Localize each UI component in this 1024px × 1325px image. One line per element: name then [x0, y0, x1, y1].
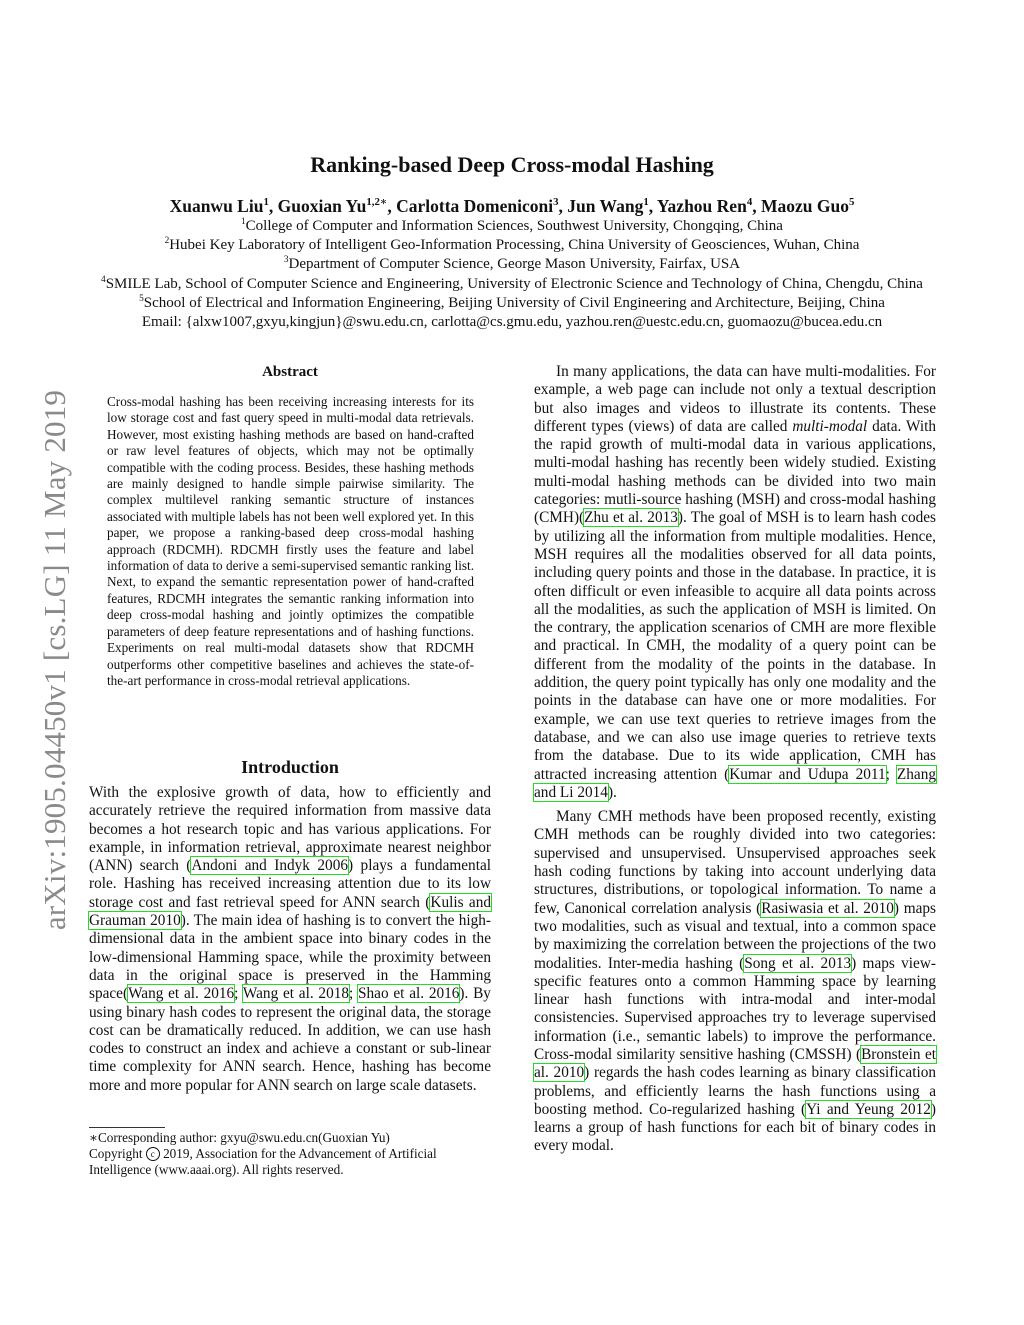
- citation-link[interactable]: Song et al. 2013: [744, 954, 852, 972]
- citation-link[interactable]: Kumar and Udupa 2011: [729, 765, 886, 783]
- citation-link[interactable]: Rasiwasia et al. 2010: [761, 899, 894, 917]
- introduction-heading: Introduction: [241, 757, 339, 777]
- citation-link[interactable]: Wang et al. 2018: [242, 985, 350, 1003]
- citation-link[interactable]: Kulis and Grauman 2010: [89, 893, 491, 930]
- corresponding-author-note: ∗Corresponding author: gxyu@swu.edu.cn(Guoxian Yu): [89, 1130, 390, 1145]
- paper-title: Ranking-based Deep Cross-modal Hashing: [310, 152, 714, 177]
- citation-link[interactable]: Shao et al. 2016: [358, 985, 460, 1003]
- citation-link[interactable]: Yi and Yeung 2012: [806, 1100, 931, 1118]
- arxiv-identifier-stamp: arXiv:1905.04450v1 [cs.LG] 11 May 2019: [37, 389, 72, 931]
- citation-link[interactable]: Wang et al. 2016: [128, 985, 235, 1003]
- author-affil-mark: 3: [553, 196, 559, 209]
- author-name: Jun Wang: [567, 196, 644, 216]
- author-affil-mark: 5: [848, 196, 855, 209]
- body-paragraph: In many applications, the data can have multi-modalities. For example, a web page can include not only a textual description but also images and videos to illustrate its contents. These different types (views) of data are called multi-modal data. With the rapid growth of multi-modal data in various applications, multi-modal hashing has recently been widely studied. Existing multi-modal hashing methods can be divided into two main categories: mutli-source hashing (MSH) and cross-modal hashing (CMH)(Zhu et al. 2013). The goal of MSH is to learn hash codes by utilizing all the information from multiple modalities. Hence, MSH requires all the modalities observed for all data points, including query points and those in the database. In practice, it is often difficult or even infeasible to acquire all data points across all the modalities, as such the application of MSH is limited. On the contrary, the application scenarios of CMH are more flexible and practical. In CMH, the modality of a query point can be different from the modality of the points in the database. In addition, the query point typically has only one modality and the points in the database can have one or more modalities. For example, we can use text queries to retrieve images from the database, and we can also use image queries to retrieve texts from the database. Due to its wide application, CMH has attracted increasing attention (Kumar and Udupa 2011; Zhang and Li 2014).: [534, 363, 936, 801]
- right-column-text: [534, 363, 936, 1162]
- author-name: Maozu Guo: [760, 196, 849, 216]
- author-affil-mark: 1: [263, 196, 269, 209]
- affiliation-line: $^1$College of Computer and Information Sciences, Southwest University, Chongqing, China: [241, 217, 783, 234]
- copyright-icon: c: [146, 1147, 160, 1161]
- author-name: Guoxian Yu: [277, 196, 367, 216]
- author-affil-mark: 1,2∗: [366, 196, 388, 209]
- citation-link[interactable]: Bronstein et al. 2010: [534, 1045, 936, 1082]
- copyright-notice: Copyright c 2019, Association for the Advancement of Artificial Intelligence (www.aaai.org). All rights reserved.: [89, 1145, 437, 1177]
- author-affil-mark: 1: [643, 196, 649, 209]
- affiliation-list: [0, 217, 1024, 332]
- author-name: Xuanwu Liu: [169, 196, 264, 216]
- citation-link[interactable]: Andoni and Indyk 2006: [191, 857, 349, 875]
- abstract-text: Cross-modal hashing has been receiving increasing interests for its low storage cost and fast query speed in multi-modal data retrievals. However, most existing hashing methods are based on hand-crafted or raw level features of objects, which may not be optimally compatible with the coding process. Besides, these hashing methods are mainly designed to handle simple pairwise similarity. The complex multilevel ranking semantic structure of instances associated with multiple labels has not been well explored yet. In this paper, we propose a ranking-based deep cross-modal hashing approach (RDCMH). RDCMH firstly uses the feature and label information of data to derive a semi-supervised semantic ranking list. Next, to expand the semantic representation power of hand-crafted features, RDCMH integrates the semantic ranking information into deep cross-modal hashing and jointly optimizes the compatible parameters of deep feature representations and of hashing functions. Experiments on real multi-modal datasets show that RDCMH outperforms other competitive baselines and achieves the state-of-the-art performance in cross-modal retrieval applications.: [107, 394, 474, 688]
- footnote-divider: [89, 1127, 165, 1128]
- author-list: Xuanwu Liu$^1$, Guoxian $Yu^{1,2∗}$, Carlotta Domeniconi$^3$, Jun Wang$^1$, Yazhou Ren$^4$, Maozu Guo$^5$: [169, 196, 855, 216]
- affiliation-line: $^5$School of Electrical and Information Engineering, Beijing University of Civil Engineering and Architecture, Beijing, China: [139, 293, 885, 311]
- citation-link[interactable]: Zhu et al. 2013: [584, 509, 678, 527]
- author-name: Yazhou Ren: [656, 196, 747, 216]
- footnote: [89, 1130, 491, 1177]
- citation-link[interactable]: Zhang and Li 2014: [534, 765, 936, 801]
- author-name: Carlotta Domeniconi: [396, 196, 554, 216]
- author-emails: Email: {alxw1007,gxyu,kingjun}@swu.edu.cn, carlotta@cs.gmu.edu, yazhou.ren@uestc.edu.cn, guomaozu@bucea.edu.cn: [141, 314, 883, 331]
- affiliation-line: $^3$Department of Computer Science, George Mason University, Fairfax, USA: [283, 255, 741, 273]
- abstract-heading: Abstract: [262, 364, 318, 380]
- affiliation-line: $^4$SMILE Lab, School of Computer Science and Engineering, University of Electronic Science and Technology of China, Chengdu, China: [101, 274, 923, 292]
- introduction-paragraph: With the explosive growth of data, how to efficiently and accurately retrieve the required information from massive data becomes a hot research topic and has various applications. For example, in information retrieval, approximate nearest neighbor (ANN) search (Andoni and Indyk 2006) plays a fundamental role. Hashing has received increasing attention due to its low storage cost and fast retrieval speed for ANN search (Kulis and Grauman 2010). The main idea of hashing is to convert the high-dimensional data in the ambient space into binary codes in the low-dimensional Hamming space, while the proximity between data in the original space is preserved in the Hamming space(Wang et al. 2016; Wang et al. 2018; Shao et al. 2016). By using binary hash codes to represent the original data, the storage cost can be dramatically reduced. In addition, we can use hash codes to construct an index and achieve a constant or sub-linear time complexity for ANN search. Hence, hashing has become more and more popular for ANN search on large scale datasets.: [89, 784, 491, 1094]
- body-paragraph: Many CMH methods have been proposed recently, existing CMH methods can be roughly divided into two categories: supervised and unsupervised. Unsupervised approaches seek hash coding functions by taking into account underlying data structures, distributions, or topological information. To name a few, Canonical correlation analysis (Rasiwasia et al. 2010) maps two modalities, such as visual and textual, into a common space by maximizing the correlation between the projections of the two modalities. Inter-media hashing (Song et al. 2013) maps view-specific features onto a common Hamming space by learning linear hash functions with intra-modal and inter-modal consistencies. Supervised approaches try to leverage supervised information (i.e., semantic labels) to improve the performance. Cross-modal similarity sensitive hashing (CMSSH) (Bronstein et al. 2010) regards the hash codes learning as binary classification problems, and efficiently learns the hash functions using a boosting method. Co-regularized hashing (Yi and Yeung 2012) learns a group of hash functions for each bit of binary codes in every modal.: [534, 808, 936, 1155]
- author-affil-mark: 4: [746, 196, 753, 209]
- affiliation-line: $^2$Hubei Key Laboratory of Intelligent Geo-Information Processing, China University of Geosciences, Wuhan, China: [164, 236, 860, 254]
